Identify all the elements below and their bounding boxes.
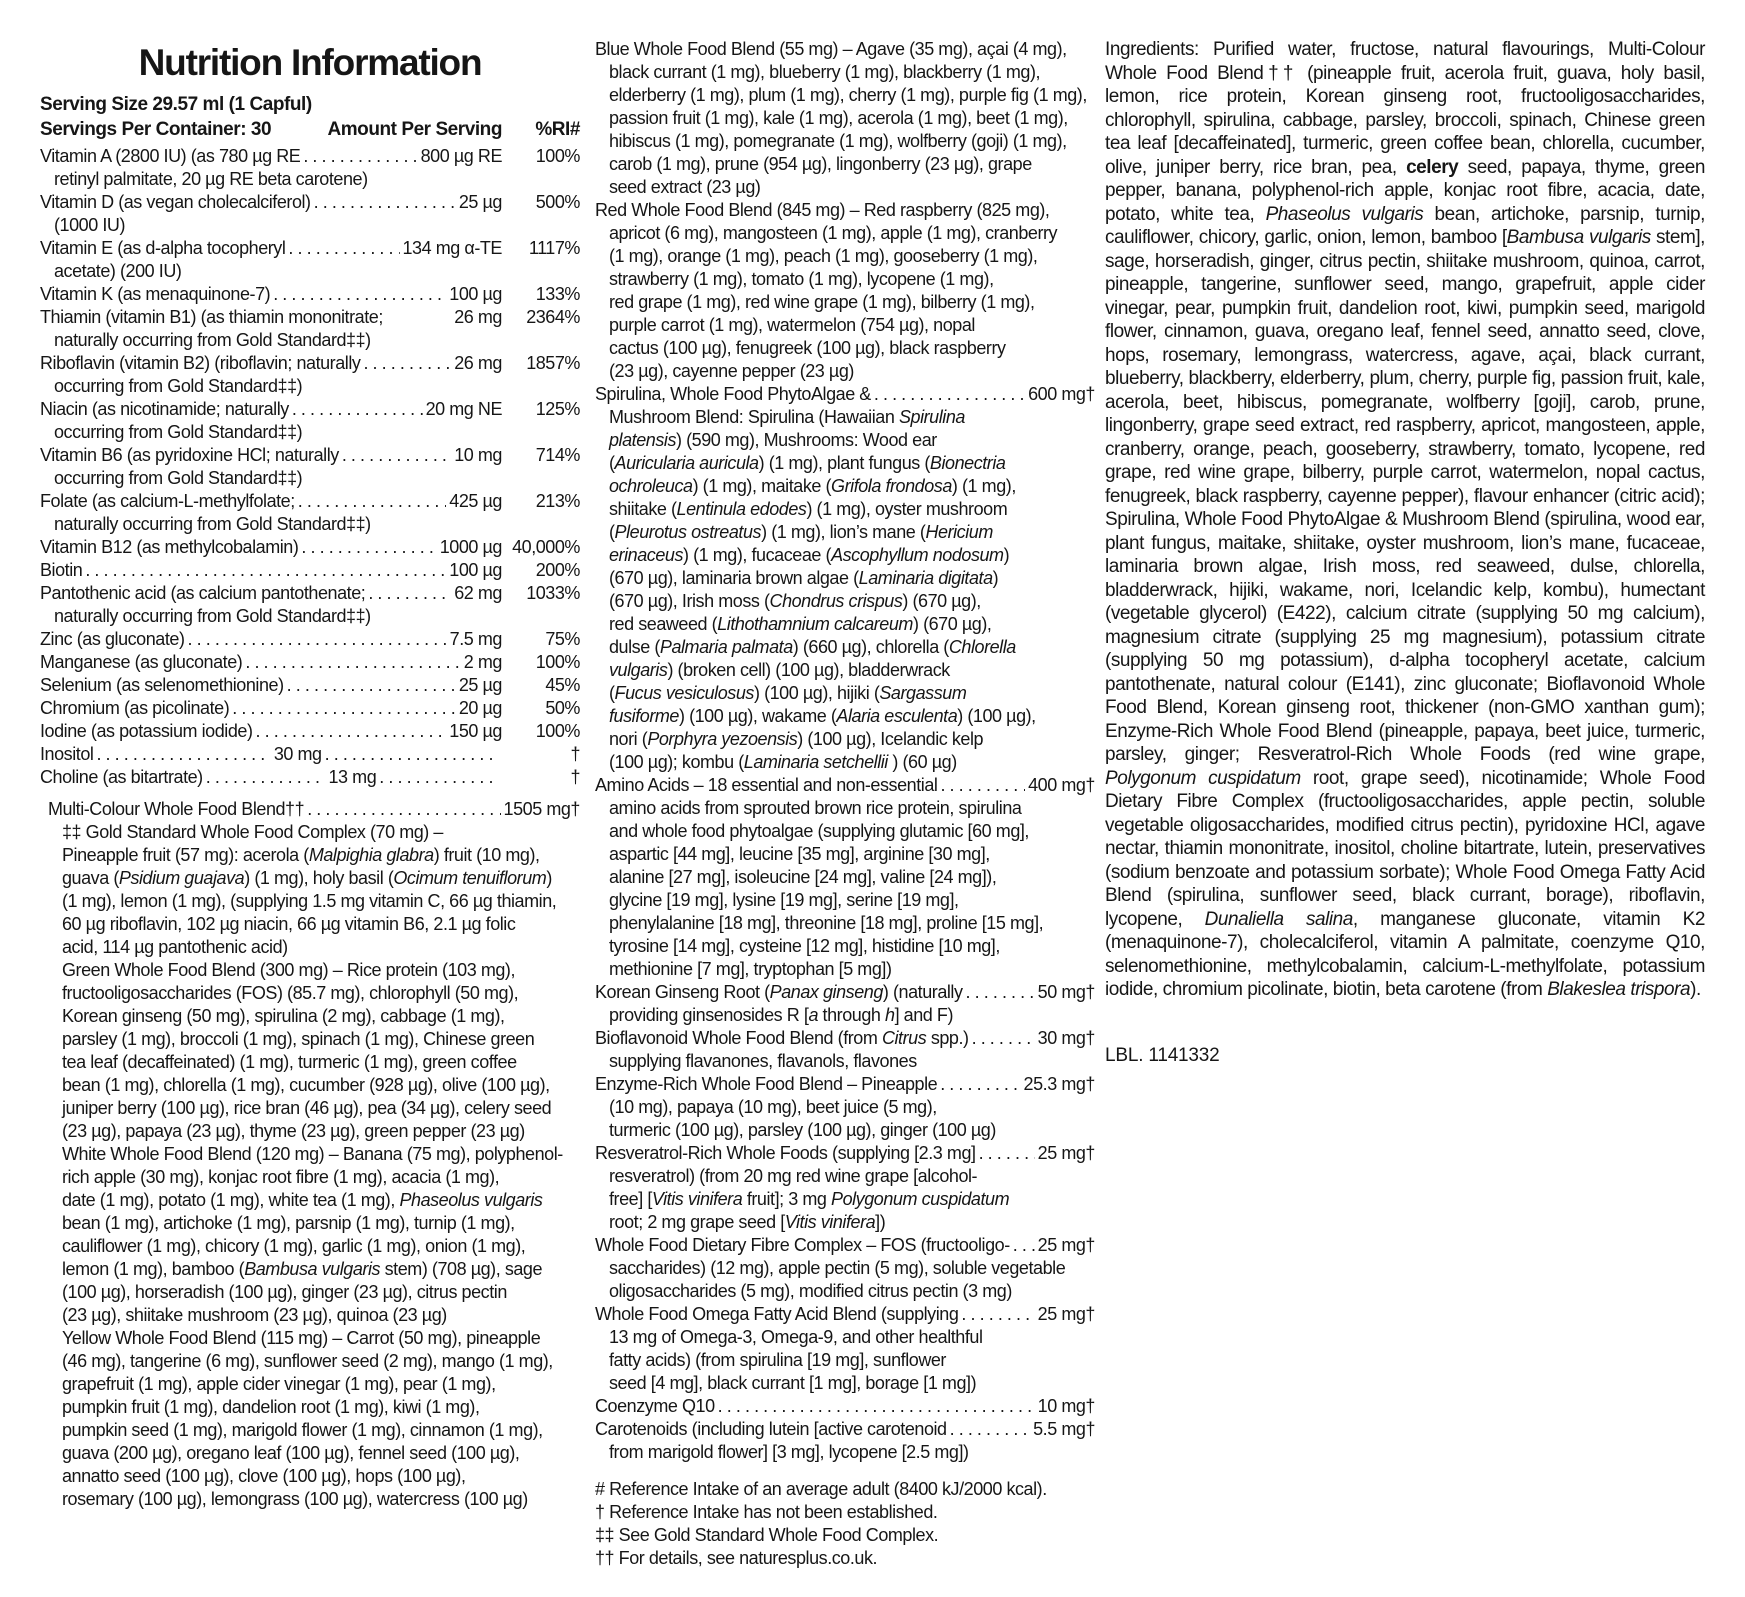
dot-leader: [188, 628, 447, 651]
nutrient-table: [40, 145, 580, 789]
dot-leader: [307, 798, 500, 821]
section-line: (46 mg), tangerine (6 mg), sunflower seed (2 mg), mango (1 mg),: [62, 1351, 553, 1371]
section-line: ‡‡ Gold Standard Whole Food Complex (70 mg) –: [62, 822, 443, 842]
dot-leader: [256, 720, 447, 743]
dot-leader: [325, 743, 499, 766]
ri-column-label: %RI#: [535, 119, 580, 140]
dot-leader: [303, 145, 417, 168]
section-line: (Fucus vesiculosus) (100 µg), hijiki (Sargassum: [609, 683, 967, 703]
nutrient-ri-value: 45%: [545, 675, 580, 695]
dot-leader: [232, 697, 456, 720]
nutrient-ri-value: 714%: [535, 445, 580, 465]
section-line: glycine [19 mg], lysine [19 mg], serine [19 mg],: [609, 890, 959, 910]
nutrient-amount: 10 mg: [454, 445, 502, 465]
section-line: acid, 114 µg pantothenic acid): [62, 937, 288, 957]
nutrient-ri-value: 133%: [535, 284, 580, 304]
nutrient-row: [40, 720, 580, 743]
section-line: strawberry (1 mg), tomato (1 mg), lycopene (1 mg),: [609, 269, 994, 289]
footnote: # Reference Intake of an average adult (8400 kJ/2000 kcal).: [595, 1479, 1047, 1499]
nutrient-amount: 25 µg: [458, 675, 502, 695]
nutrient-name: Vitamin D (as vegan cholecalciferol): [40, 192, 311, 212]
section-line: rosemary (100 µg), lemongrass (100 µg), watercress (100 µg): [62, 1489, 528, 1509]
nutrient-ri-value: 213%: [535, 491, 580, 511]
section-title: Resveratrol-Rich Whole Foods (supplying [2.3 mg]: [595, 1143, 976, 1163]
section-line: root; 2 mg grape seed [Vitis vinifera]): [609, 1212, 886, 1232]
nutrient-ri-value: 125%: [535, 399, 580, 419]
footnotes: [595, 1478, 1095, 1570]
nutrient-amount: 26 mg: [454, 353, 502, 373]
section-header: [595, 1027, 1095, 1050]
section-line: dulse (Palmaria palmata) (660 µg), chlorella (Chlorella: [609, 637, 1016, 657]
page-title: Nutrition Information: [138, 42, 482, 83]
section-line: rich apple (30 mg), konjac root fibre (1 mg), acacia (1 mg),: [62, 1167, 500, 1187]
section-line: 13 mg of Omega-3, Omega-9, and other healthful: [609, 1327, 983, 1347]
section-line: (1 mg), lemon (1 mg), (supplying 1.5 mg vitamin C, 66 µg thiamin,: [62, 891, 557, 911]
nutrient-continuation: naturally occurring from Gold Standard‡‡): [54, 514, 371, 534]
nutrient-continuation: acetate) (200 IU): [54, 261, 182, 281]
section-title: Bioflavonoid Whole Food Blend (from Citrus spp.): [595, 1028, 969, 1048]
section-line: guava (200 µg), oregano leaf (100 µg), fennel seed (100 µg),: [62, 1443, 520, 1463]
section-header: [595, 1142, 1095, 1165]
dot-leader: [363, 352, 451, 375]
section-line: 60 µg riboflavin, 102 µg niacin, 66 µg vitamin B6, 2.1 µg folic: [62, 914, 516, 934]
section-line: (100 µg); kombu (Laminaria setchellii ) (60 µg): [609, 752, 957, 772]
multicolour-blend-section: [40, 798, 580, 1511]
section-line: Korean ginseng (50 mg), spirulina (2 mg), cabbage (1 mg),: [62, 1006, 505, 1026]
nutrient-row: [40, 582, 580, 605]
nutrient-amount: 26 mg: [454, 307, 502, 327]
nutrient-amount: 150 µg: [449, 721, 502, 741]
dot-leader: [273, 283, 446, 306]
section-line: Yellow Whole Food Blend (115 mg) – Carrot (50 mg), pineapple: [62, 1328, 541, 1348]
nutrient-name: Pantothenic acid (as calcium pantothenate;: [40, 583, 366, 603]
section-line: (1 mg), orange (1 mg), peach (1 mg), gooseberry (1 mg),: [609, 246, 1038, 266]
nutrient-ri-value: 50%: [545, 698, 580, 718]
section-line: seed [4 mg], black currant [1 mg], borage [1 mg]): [609, 1373, 977, 1393]
nutrient-name: Choline (as bitartrate): [40, 767, 203, 787]
section-header: [595, 981, 1095, 1004]
section-line: (670 µg), laminaria brown algae (Laminaria digitata): [609, 568, 999, 588]
section-header: [595, 1303, 1095, 1326]
nutrient-continuation: occurring from Gold Standard‡‡): [54, 376, 303, 396]
section-line: White Whole Food Blend (120 mg) – Banana (75 mg), polyphenol-: [62, 1144, 563, 1164]
section-title: Blue Whole Food Blend (55 mg) – Agave (35 mg), açai (4 mg),: [595, 39, 1067, 59]
section-line: shiitake (Lentinula edodes) (1 mg), oyster mushroom: [609, 499, 1008, 519]
section-line: tea leaf (decaffeinated) (1 mg), turmeric (1 mg), green coffee: [62, 1052, 517, 1072]
nutrient-name: Vitamin E (as d-alpha tocopheryl: [40, 238, 286, 258]
nutrient-name: Inositol: [40, 744, 94, 764]
nutrient-name: Vitamin B12 (as methylcobalamin): [40, 537, 299, 557]
nutrient-row: [40, 697, 580, 720]
nutrient-row: [40, 559, 580, 582]
section-line: pumpkin seed (1 mg), marigold flower (1 mg), cinnamon (1 mg),: [62, 1420, 543, 1440]
section-line: cactus (100 µg), fenugreek (100 µg), black raspberry: [609, 338, 1006, 358]
section-line: tyrosine [14 mg], cysteine [12 mg], histidine [10 mg],: [609, 936, 1000, 956]
nutrient-amount: 20 mg NE: [425, 399, 502, 419]
dot-leader: [1013, 1234, 1035, 1257]
section-line: Green Whole Food Blend (300 mg) – Rice protein (103 mg),: [62, 960, 516, 980]
section-amount: 30 mg†: [1037, 1028, 1095, 1048]
nutrient-name: Niacin (as nicotinamide; naturally: [40, 399, 289, 419]
section-title: Korean Ginseng Root (Panax ginseng) (naturally: [595, 982, 963, 1002]
nutrient-continuation: occurring from Gold Standard‡‡): [54, 422, 303, 442]
dot-leader: [874, 383, 1025, 406]
section-line: apricot (6 mg), mangosteen (1 mg), apple (1 mg), cranberry: [609, 223, 1058, 243]
nutrient-row: [40, 283, 580, 306]
nutrient-row: [40, 651, 580, 674]
section-line: Mushroom Blend: Spirulina (Hawaiian Spirulina: [609, 407, 965, 427]
nutrient-ri-value: 1033%: [526, 583, 580, 603]
dot-leader: [292, 398, 423, 421]
nutrient-row: [40, 306, 580, 329]
section-line: parsley (1 mg), broccoli (1 mg), spinach (1 mg), Chinese green: [62, 1029, 535, 1049]
nutrient-row: [40, 490, 580, 513]
section-line: (23 µg), shiitake mushroom (23 µg), quinoa (23 µg): [62, 1305, 447, 1325]
section-line: juniper berry (100 µg), rice bran (46 µg), pea (34 µg), celery seed: [62, 1098, 552, 1118]
footnote: ‡‡ See Gold Standard Whole Food Complex.: [595, 1525, 939, 1545]
dot-leader: [979, 1142, 1035, 1165]
nutrient-name: Vitamin B6 (as pyridoxine HCl; naturally: [40, 445, 339, 465]
section-amount: 25 mg†: [1037, 1235, 1095, 1255]
dot-leader: [368, 582, 451, 605]
section-amount: 400 mg†: [1028, 775, 1095, 795]
dot-leader: [966, 981, 1035, 1004]
section-title: Coenzyme Q10: [595, 1396, 715, 1416]
section-amount: 25.3 mg†: [1023, 1074, 1095, 1094]
amount-per-serving-label: Amount Per Serving: [327, 119, 502, 140]
section-line: (23 µg), cayenne pepper (23 µg): [609, 361, 854, 381]
section-line: vulgaris) (broken cell) (100 µg), bladderwrack: [609, 660, 950, 680]
nutrient-amount: 425 µg: [449, 491, 502, 511]
nutrient-name: Vitamin K (as menaquinone-7): [40, 284, 271, 304]
nutrient-amount: 134 mg α-TE: [402, 238, 502, 258]
section-amount: 5.5 mg†: [1033, 1419, 1095, 1439]
nutrient-ri-value: †: [570, 744, 580, 764]
section-header: [40, 798, 580, 821]
nutrient-name: Selenium (as selenomethionine): [40, 675, 284, 695]
section-line: aspartic [44 mg], leucine [35 mg], arginine [30 mg],: [609, 844, 990, 864]
dot-leader: [206, 766, 326, 789]
section-line: (670 µg), Irish moss (Chondrus crispus) (670 µg),: [609, 591, 981, 611]
section-amount: 50 mg†: [1037, 982, 1095, 1002]
nutrient-name: Riboflavin (vitamin B2) (riboflavin; naturally: [40, 353, 361, 373]
dot-leader: [972, 1027, 1035, 1050]
nutrient-name: Chromium (as picolinate): [40, 698, 230, 718]
section-line: pumpkin fruit (1 mg), dandelion root (1 mg), kiwi (1 mg),: [62, 1397, 480, 1417]
section-line: methionine [7 mg], tryptophan [5 mg]): [609, 959, 892, 979]
nutrient-name: Iodine (as potassium iodide): [40, 721, 253, 741]
nutrient-row: [40, 237, 580, 260]
section-header: [595, 1234, 1095, 1257]
nutrient-name: Folate (as calcium-L-methylfolate;: [40, 491, 295, 511]
servings-per-container: Servings Per Container: 30: [40, 119, 272, 140]
section-line: ochroleuca) (1 mg), maitake (Grifola frondosa) (1 mg),: [609, 476, 1016, 496]
dot-leader: [940, 1073, 1020, 1096]
section-line: red grape (1 mg), red wine grape (1 mg), bilberry (1 mg),: [609, 292, 1035, 312]
dot-leader: [301, 536, 436, 559]
dot-leader: [287, 674, 456, 697]
dot-leader: [940, 774, 1025, 797]
section-title: Red Whole Food Blend (845 mg) – Red raspberry (825 mg),: [595, 200, 1050, 220]
section-line: from marigold flower] [3 mg], lycopene [2.5 mg]): [609, 1442, 969, 1462]
section-title: Multi-Colour Whole Food Blend††: [48, 799, 305, 819]
dot-leader: [314, 191, 456, 214]
section-header: [595, 774, 1095, 797]
section-line: red seaweed (Lithothamnium calcareum) (670 µg),: [609, 614, 992, 634]
section-line: nori (Porphyra yezoensis) (100 µg), Icelandic kelp: [609, 729, 984, 749]
nutrient-ri-value: 40,000%: [512, 537, 580, 557]
nutrient-name: Zinc (as gluconate): [40, 629, 185, 649]
nutrient-amount: 62 mg: [454, 583, 502, 603]
nutrient-row: [40, 766, 580, 789]
dot-leader: [288, 237, 399, 260]
section-amount: 1505 mg†: [503, 799, 580, 819]
section-line: erinaceus) (1 mg), fucaceae (Ascophyllum nodosum): [609, 545, 1010, 565]
nutrient-row: [40, 444, 580, 467]
dot-leader: [950, 1418, 1030, 1441]
nutrient-ri-value: 100%: [535, 652, 580, 672]
column-blends: [595, 38, 1095, 1570]
nutrient-amount: 100 µg: [449, 560, 502, 580]
nutrient-amount: 1000 µg: [439, 537, 502, 557]
section-line: bean (1 mg), chlorella (1 mg), cucumber (928 µg), olive (100 µg),: [62, 1075, 550, 1095]
dot-leader: [961, 1303, 1034, 1326]
nutrient-name: Biotin: [40, 560, 83, 580]
nutrient-row: [40, 674, 580, 697]
nutrient-row: [40, 352, 580, 375]
section-amount: 25 mg†: [1037, 1304, 1095, 1324]
ingredients-paragraph: Ingredients: Purified water, fructose, natural flavourings, Multi-Colour Whole Food Blend†† (pineapple fruit, acerola fruit, guava, holy basil, lemon, rice protein, Korean ginseng root, fructooligosaccharides, chlorophyll, spirulina, cabbage, parsley, broccoli, spinach, Chinese green tea leaf [decaffeinated], turmeric, green coffee bean, chlorella, cucumber, olive, juniper berry, rice bran, pea, celery seed, papaya, thyme, green pepper, banana, polyphenol-rich apple, konjac root fibre, acacia, date, potato, white tea, Phaseolus vulgaris bean, artichoke, parsnip, turnip, cauliflower, chicory, garlic, onion, lemon, bamboo [Bambusa vulgaris stem], sage, horseradish, ginger, citrus pectin, shiitake mushroom, quinoa, carrot, pineapple, tangerine, sunflower seed, mango, grapefruit, apple cider vinegar, pear, pumpkin fruit, dandelion root, kiwi, pumpkin seed, marigold flower, cinnamon, guava, oregano leaf, fennel seed, annatto seed, clove, hops, rosemary, lemongrass, watercress, agave, açai, black currant, blueberry, blackberry, elderberry, plum, cherry, purple fig, passion fruit, kale, acerola, beet, hibiscus, pomegranate, wolfberry [goji], carob, prune, lingonberry, grape seed extract, red raspberry, apricot, mangosteen, apple, cranberry, orange, peach, gooseberry, strawberry, tomato, lycopene, red grape, red wine grape, bilberry, purple carrot, watermelon, nopal cactus, fenugreek, black raspberry, cayenne pepper), flavour enhancer (citric acid); Spirulina, Whole Food PhytoAlgae & Mushroom Blend (spirulina, wood ear, plant fungus, maitake, shiitake, oyster mushroom, lion’s mane, fucaceae, laminaria brown algae, Irish moss, red seaweed, dulse, chlorella, bladderwrack, hijiki, wakame, nori, Icelandic kelp, kombu), humectant (vegetable glycerol) (E422), calcium citrate (supplying 50 mg calcium), magnesium citrate (supplying 25 mg magnesium), potassium citrate (supplying 50 mg potassium), d-alpha tocopheryl acetate, calcium pantothenate, natural colour (E141), zinc gluconate; Bioflavonoid Whole Food Blend, Korean ginseng root, thickener (non-GMO xanthan gum); Enzyme-Rich Whole Food Blend (pineapple, papaya, beet juice, turmeric, parsley, ginger; Resveratrol-Rich Whole Foods (red wine grape, Polygonum cuspidatum root, grape seed), nicotinamide; Whole Food Dietary Fibre Complex (fructooligosaccharides, apple pectin, soluble vegetable oligosaccharides, modified citrus pectin), pyridoxine HCl, agave nectar, thiamin mononitrate, inositol, choline bitartrate, lutein, preservatives (sodium benzoate and potassium sorbate); Whole Food Omega Fatty Acid Blend (spirulina, sunflower seed, black currant, borage), riboflavin, lycopene, Dunaliella salina, manganese gluconate, vitamin K2 (menaquinone-7), cholecalciferol, vitamin A palmitate, coenzyme Q10, selenomethionine, methylcobalamin, calcium-L-methylfolate, potassium iodide, chromium picolinate, biotin, beta carotene (from Blakeslea trispora).: [1105, 39, 1706, 1000]
nutrient-amount: 25 µg: [458, 192, 502, 212]
section-line: oligosaccharides (5 mg), modified citrus pectin (3 mg): [609, 1281, 1012, 1301]
nutrient-ri-value: 1857%: [526, 353, 580, 373]
section-title: Enzyme-Rich Whole Food Blend – Pineapple: [595, 1074, 938, 1094]
section-header: [595, 1395, 1095, 1418]
dot-leader: [245, 651, 460, 674]
nutrient-row: [40, 536, 580, 559]
section-line: seed extract (23 µg): [609, 177, 761, 197]
section-title: Whole Food Dietary Fibre Complex – FOS (fructooligo-: [595, 1235, 1010, 1255]
nutrient-ri-value: †: [570, 767, 581, 787]
section-line: passion fruit (1 mg), kale (1 mg), acerola (1 mg), beet (1 mg),: [609, 108, 1068, 128]
nutrient-amount: 20 µg: [458, 698, 502, 718]
dot-leader: [718, 1395, 1035, 1418]
section-amount: 600 mg†: [1028, 384, 1095, 404]
dot-leader: [96, 743, 270, 766]
section-line: (Auricularia auricula) (1 mg), plant fungus (Bionectria: [609, 453, 1006, 473]
nutrient-continuation: naturally occurring from Gold Standard‡‡): [54, 330, 371, 350]
section-line: bean (1 mg), artichoke (1 mg), parsnip (1 mg), turnip (1 mg),: [62, 1213, 515, 1233]
section-header: [595, 199, 1095, 222]
nutrient-ri-value: 1117%: [528, 238, 580, 258]
section-line: free] [Vitis vinifera fruit]; 3 mg Polygonum cuspidatum: [609, 1189, 1010, 1209]
nutrient-ri-value: 100%: [535, 721, 580, 741]
nutrient-ri-value: 500%: [535, 192, 580, 212]
section-line: turmeric (100 µg), parsley (100 µg), ginger (100 µg): [609, 1120, 996, 1140]
nutrient-amount: 7.5 mg: [449, 629, 502, 649]
section-title: Spirulina, Whole Food PhytoAlgae &: [595, 384, 871, 404]
nutrient-amount: 800 µg RE: [420, 146, 502, 166]
dot-leader: [85, 559, 446, 582]
section-line: fructooligosaccharides (FOS) (85.7 mg), chlorophyll (50 mg),: [62, 983, 519, 1003]
section-line: cauliflower (1 mg), chicory (1 mg), garlic (1 mg), onion (1 mg),: [62, 1236, 526, 1256]
nutrient-name: Vitamin A (2800 IU) (as 780 µg RE: [40, 146, 301, 166]
section-header: [595, 1418, 1095, 1441]
section-amount: 10 mg†: [1037, 1396, 1095, 1416]
section-amount: 25 mg†: [1037, 1143, 1095, 1163]
section-line: platensis) (590 mg), Mushrooms: Wood ear: [609, 430, 937, 450]
section-line: resveratrol) (from 20 mg red wine grape [alcohol-: [609, 1166, 978, 1186]
nutrient-amount: 100 µg: [449, 284, 502, 304]
nutrient-ri-value: 100%: [535, 146, 580, 166]
section-line: saccharides) (12 mg), apple pectin (5 mg), soluble vegetable: [609, 1258, 1066, 1278]
serving-size: Serving Size 29.57 ml (1 Capful): [40, 94, 312, 115]
dot-leader: [379, 766, 499, 789]
section-line: grapefruit (1 mg), apple cider vinegar (1 mg), pear (1 mg),: [62, 1374, 496, 1394]
column-nutrition-facts: [40, 42, 580, 1511]
nutrient-continuation: occurring from Gold Standard‡‡): [54, 468, 303, 488]
table-header: [40, 117, 580, 142]
blend-sections: [595, 38, 1095, 1464]
section-line: fatty acids) (from spirulina [19 mg], sunflower: [609, 1350, 946, 1370]
nutrient-row: [40, 145, 580, 168]
nutrient-amount: 13 mg: [328, 767, 377, 787]
section-line: hibiscus (1 mg), pomegranate (1 mg), wolfberry (goji) (1 mg),: [609, 131, 1067, 151]
nutrient-row: [40, 398, 580, 421]
section-line: Pineapple fruit (57 mg): acerola (Malpighia glabra) fruit (10 mg),: [62, 845, 540, 865]
section-line: (10 mg), papaya (10 mg), beet juice (5 mg),: [609, 1097, 937, 1117]
nutrient-name: Thiamin (vitamin B1) (as thiamin mononitrate;: [40, 307, 383, 327]
section-line: (Pleurotus ostreatus) (1 mg), lion’s mane (Hericium: [609, 522, 993, 542]
section-line: (23 µg), papaya (23 µg), thyme (23 µg), green pepper (23 µg): [62, 1121, 525, 1141]
section-line: purple carrot (1 mg), watermelon (754 µg), nopal: [609, 315, 975, 335]
section-line: and whole food phytoalgae (supplying glutamic [60 mg],: [609, 821, 1029, 841]
footnote: †† For details, see naturesplus.co.uk.: [595, 1548, 878, 1568]
section-line: phenylalanine [18 mg], threonine [18 mg], proline [15 mg],: [609, 913, 1044, 933]
nutrient-row: [40, 743, 580, 766]
section-line: black currant (1 mg), blueberry (1 mg), blackberry (1 mg),: [609, 62, 1041, 82]
section-line: (100 µg), horseradish (100 µg), ginger (23 µg), citrus pectin: [62, 1282, 507, 1302]
section-title: Amino Acids – 18 essential and non-essential: [595, 775, 938, 795]
section-line: carob (1 mg), prune (954 µg), lingonberry (23 µg), grape: [609, 154, 1032, 174]
nutrient-amount: 2 mg: [463, 652, 502, 672]
section-line: providing ginsenosides R [a through h] and F): [609, 1005, 954, 1025]
section-title: Carotenoids (including lutein [active carotenoid: [595, 1419, 947, 1439]
nutrient-ri-value: 2364%: [526, 307, 580, 327]
section-header: [595, 38, 1095, 61]
nutrient-continuation: retinyl palmitate, 20 µg RE beta carotene): [54, 169, 368, 189]
section-line: annatto seed (100 µg), clove (100 µg), hops (100 µg),: [62, 1466, 466, 1486]
nutrient-row: [40, 191, 580, 214]
section-line: supplying flavanones, flavanols, flavones: [609, 1051, 917, 1071]
dot-leader: [342, 444, 451, 467]
section-header: [595, 1073, 1095, 1096]
nutrient-ri-value: 75%: [545, 629, 580, 649]
nutrient-name: Manganese (as gluconate): [40, 652, 243, 672]
section-line: elderberry (1 mg), plum (1 mg), cherry (1 mg), purple fig (1 mg),: [609, 85, 1087, 105]
column-ingredients: [1105, 38, 1705, 1067]
section-line: amino acids from sprouted brown rice protein, spirulina: [609, 798, 1022, 818]
label-code: LBL. 1141332: [1105, 1044, 1220, 1066]
section-header: [595, 383, 1095, 406]
section-line: date (1 mg), potato (1 mg), white tea (1 mg), Phaseolus vulgaris: [62, 1190, 543, 1210]
section-line: fusiforme) (100 µg), wakame (Alaria esculenta) (100 µg),: [609, 706, 1036, 726]
section-line: guava (Psidium guajava) (1 mg), holy basil (Ocimum tenuiflorum): [62, 868, 552, 888]
section-line: lemon (1 mg), bamboo (Bambusa vulgaris stem) (708 µg), sage: [62, 1259, 543, 1279]
nutrient-ri-value: 200%: [535, 560, 580, 580]
section-title: Whole Food Omega Fatty Acid Blend (supplying: [595, 1304, 959, 1324]
nutrient-continuation: (1000 IU): [54, 215, 125, 235]
nutrient-row: [40, 628, 580, 651]
footnote: † Reference Intake has not been established.: [595, 1502, 938, 1522]
nutrient-amount: 30 mg: [273, 744, 322, 764]
nutrient-continuation: naturally occurring from Gold Standard‡‡): [54, 606, 371, 626]
dot-leader: [298, 490, 446, 513]
section-line: alanine [27 mg], isoleucine [24 mg], valine [24 mg]),: [609, 867, 997, 887]
